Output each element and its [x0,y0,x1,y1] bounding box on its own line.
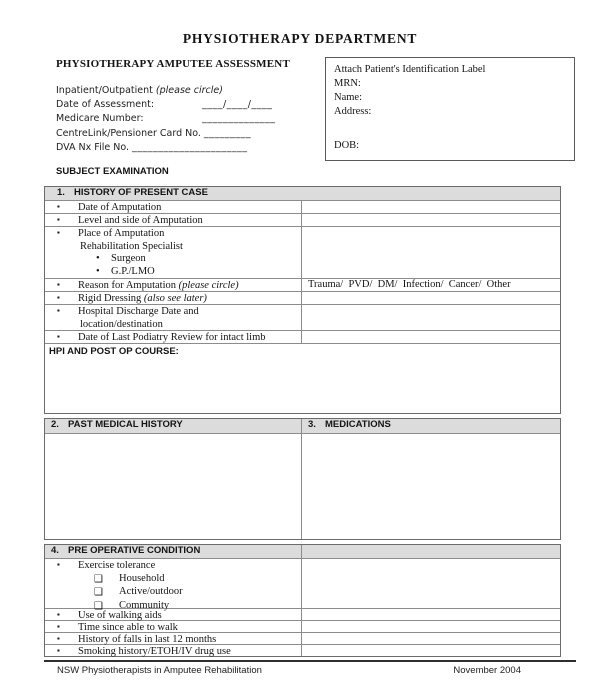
answer-cell-rigid-dressing[interactable] [301,292,560,304]
checkbox-label-household: Household [119,572,165,584]
answer-cell-discharge[interactable] [301,305,560,330]
podiatry-review-label: Date of Last Podiatry Review for intact limb [78,332,266,343]
address-label[interactable]: Address: [334,106,372,117]
square-bullet-icon: ▪ [57,280,60,289]
dva-label: DVA Nx File No. [56,141,129,153]
reason-label: Reason for Amputation [78,280,176,291]
rehab-specialist-label: Rehabilitation Specialist [80,240,183,252]
square-bullet-icon: ▪ [57,293,60,302]
square-bullet-icon: ▪ [57,560,60,569]
table-row [45,558,560,612]
discharge-label-line2: location/destination [80,318,163,330]
section2-3-header [45,419,560,433]
hpi-row [45,343,560,413]
attach-label-text: Attach Patient's Identification Label [334,64,486,75]
table-row [45,278,560,291]
table-row [45,291,560,304]
round-bullet-icon: • [96,253,100,264]
falls-history-label: History of falls in last 12 months [78,634,217,645]
assessment-date-blank[interactable]: ____/____/____ [202,99,273,111]
table-row [45,330,560,343]
date-of-amputation-label: Date of Amputation [78,202,162,213]
table-row [45,608,560,620]
square-bullet-icon: ▪ [57,646,60,655]
checkbox-label-community: Community [119,599,170,611]
inpatient-outpatient-label[interactable]: Inpatient/Outpatient [56,85,153,96]
reason-circle-note: (please circle) [178,280,239,291]
answer-cell-level-side[interactable] [301,214,560,226]
intake-fields [56,84,326,155]
section1-header [45,187,560,200]
centrelink-label: CentreLink/Pensioner Card No. [56,127,201,139]
name-label[interactable]: Name: [334,92,362,103]
section2-number: 2. [51,419,59,430]
please-circle-note: (please circle) [155,85,223,96]
surgeon-label: Surgeon [111,253,146,264]
dva-blank[interactable]: ______________________ [132,141,248,153]
history-table [44,186,561,414]
table-row [45,644,560,656]
rigid-dressing-label: Rigid Dressing [78,293,142,304]
subject-examination-heading: SUBJECT EXAMINATION [56,166,169,177]
table-row [45,433,560,539]
time-since-walk-label: Time since able to walk [78,622,178,633]
answer-cell-podiatry[interactable] [301,331,560,343]
answer-cell-date-of-amputation[interactable] [301,201,560,213]
pre-operative-table [44,544,561,657]
section4-title: PRE OPERATIVE CONDITION [68,545,201,556]
smoking-history-label: Smoking history/ETOH/IV drug use [78,646,231,657]
section1-number: 1. [57,187,65,198]
answer-cell-exercise-tolerance[interactable] [301,559,560,608]
form-heading: PHYSIOTHERAPY AMPUTEE ASSESSMENT [56,58,290,70]
answer-cell-walking-aids[interactable] [301,609,560,620]
footer-left-text: NSW Physiotherapists in Amputee Rehabilitation [57,665,262,676]
section4-header [45,545,560,558]
hpi-post-op-label[interactable]: HPI AND POST OP COURSE: [49,346,179,357]
table-row [45,200,560,213]
history-medications-table [44,418,561,540]
square-bullet-icon: ▪ [57,215,60,224]
section2-title: PAST MEDICAL HISTORY [68,419,183,430]
table-row [45,304,560,330]
square-bullet-icon: ▪ [57,202,60,211]
place-of-amputation-label: Place of Amputation [78,228,165,239]
table-row [45,213,560,226]
square-bullet-icon: ▪ [57,622,60,631]
page-title: PHYSIOTHERAPY DEPARTMENT [182,31,418,46]
square-bullet-icon: ▪ [57,332,60,341]
reason-options[interactable]: Trauma/ PVD/ DM/ Infection/ Cancer/ Other [301,279,560,291]
discharge-label-line1: Hospital Discharge Date and [78,306,199,317]
centrelink-blank[interactable]: _________ [203,127,252,139]
table-row [45,620,560,632]
answer-cell-place-of-amputation[interactable] [301,227,560,278]
footer-right-text: November 2004 [453,665,521,676]
page-footer [44,665,576,676]
answer-cell-falls-history[interactable] [301,633,560,644]
table-row [45,632,560,644]
exercise-tolerance-label: Exercise tolerance [78,560,156,571]
dob-label[interactable]: DOB: [334,140,360,151]
checkbox-label-active-outdoor: Active/outdoor [119,586,183,597]
square-bullet-icon: ▪ [57,610,60,619]
footer-divider [44,660,576,662]
square-bullet-icon: ▪ [57,634,60,643]
inpatient-outpatient-line [56,84,326,98]
checkbox-icon[interactable]: ❑ [94,587,103,598]
answer-cell-past-medical-history[interactable] [45,434,301,539]
dva-line [56,141,326,155]
checkbox-icon[interactable]: ❑ [94,600,103,612]
medicare-blank[interactable]: ______________ [202,113,276,125]
assessment-date-line [56,98,326,112]
table-row [45,226,560,278]
medicare-label: Medicare Number: [56,113,144,125]
section1-title: HISTORY OF PRESENT CASE [74,187,208,198]
rigid-dressing-note: (also see later) [143,293,207,304]
answer-cell-time-since-walk[interactable] [301,621,560,632]
gp-lmo-label: G.P./LMO [111,265,155,277]
section3-title: MEDICATIONS [325,419,391,430]
walking-aids-label: Use of walking aids [78,610,162,621]
checkbox-icon[interactable]: ❑ [94,573,103,585]
square-bullet-icon: ▪ [57,306,60,315]
patient-id-box [325,57,575,161]
level-side-label: Level and side of Amputation [78,215,203,226]
section3-number: 3. [308,419,316,430]
medicare-line [56,112,326,126]
mrn-label[interactable]: MRN: [334,78,361,89]
square-bullet-icon: ▪ [57,228,60,237]
answer-cell-medications[interactable] [301,434,560,539]
round-bullet-icon: • [96,265,100,277]
centrelink-line [56,127,326,141]
answer-cell-smoking-history[interactable] [301,645,560,656]
assessment-date-label: Date of Assessment: [56,99,155,111]
section4-number: 4. [51,545,59,556]
